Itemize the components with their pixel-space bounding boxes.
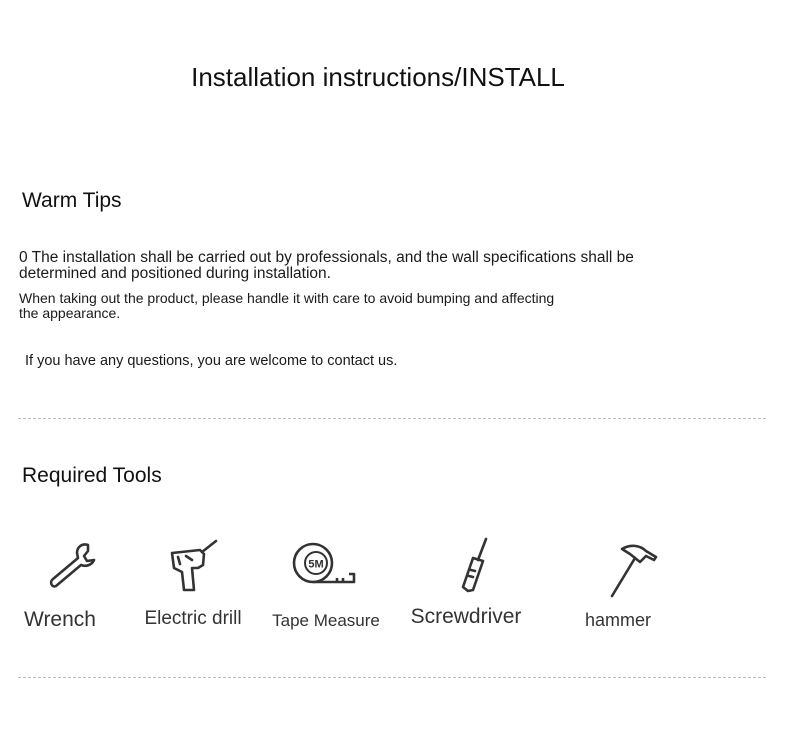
contact-note: If you have any questions, you are welcome to contact us.	[25, 353, 398, 369]
wrench-icon	[44, 540, 100, 592]
warm-tips-heading: Warm Tips	[22, 189, 122, 212]
bottom-divider	[18, 677, 766, 678]
tool-label-screwdriver: Screwdriver	[410, 605, 522, 628]
electric-drill-icon	[164, 538, 222, 596]
tool-label-hammer: hammer	[584, 610, 651, 630]
page-title: Installation instructions/INSTALL	[191, 62, 565, 92]
hammer-icon	[604, 540, 660, 598]
tool-label-tape-measure: Tape Measure	[272, 611, 380, 630]
warm-tips-line-4: the appearance.	[19, 305, 121, 321]
warm-tips-line-3: When taking out the product, please handle it with care to avoid bumping and affecting	[19, 290, 555, 306]
tape-measure-icon-text: 5M	[308, 558, 324, 571]
warm-tips-line-1: 0 The installation shall be carried out by professionals, and the wall specifications shall be	[19, 249, 634, 266]
tool-label-wrench: Wrench	[24, 608, 96, 631]
screwdriver-icon	[448, 536, 496, 594]
required-tools-heading: Required Tools	[22, 464, 162, 487]
tool-label-electric-drill: Electric drill	[144, 608, 242, 629]
tape-measure-icon	[291, 540, 357, 588]
warm-tips-line-2: determined and positioned during installation.	[19, 265, 331, 282]
section-divider	[18, 418, 766, 419]
